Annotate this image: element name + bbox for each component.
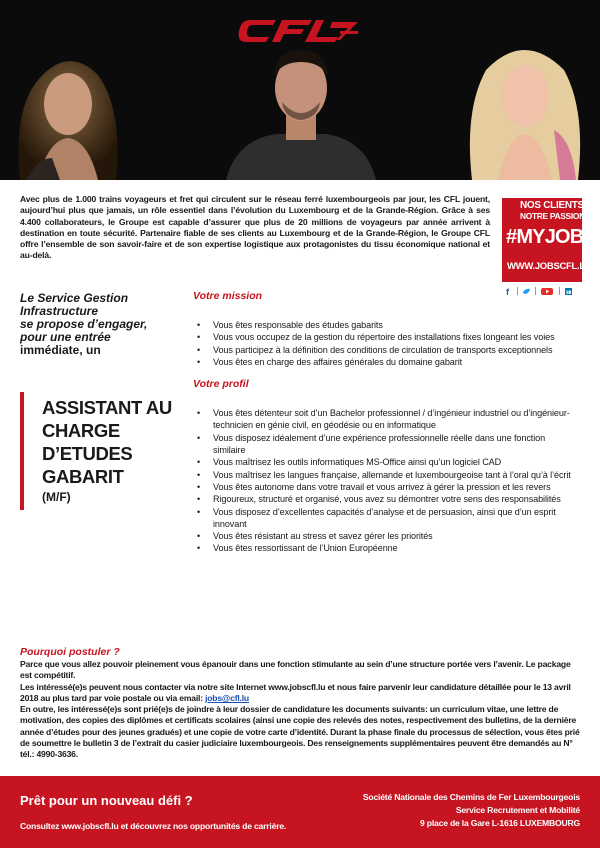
badge-hashtag: #MYJOB [506,226,584,248]
person-photo-right [464,30,586,180]
person-photo-center [226,30,376,180]
job-title-line: CHARGE [42,420,120,441]
mission-item: • Vous êtes en charge des affaires générales du domaine gabarit [193,356,573,368]
badge-line-1: NOS CLIENTS [520,200,584,211]
job-title-line: ASSISTANT AU [42,397,172,418]
job-title-line: GABARIT [42,466,124,487]
svg-text:f: f [506,287,509,296]
email-link[interactable]: jobs@cfl.lu [205,692,249,703]
address-line: Service Recrutement et Mobilité [455,804,580,815]
profile-item: • Rigoureux, structuré et organisé, vous avez su démontrer votre sens des responsabilités [193,493,573,505]
myjob-badge[interactable] [502,198,592,282]
job-title-gender: (M/F) [42,490,71,504]
address-line: Société Nationale des Chemins de Fer Luxembourgeois [362,792,580,802]
dept-line: Infrastructure [20,304,99,318]
profile-list [193,407,573,555]
mission-title: Votre mission [193,290,263,302]
why-apply-section [20,646,584,761]
badge-url[interactable]: WWW.JOBSCFL.LU [507,261,592,272]
profile-item: • Vous êtes ressortissant de l’Union Européenne [193,542,573,554]
job-title-line: D’ETUDES [42,443,133,464]
dept-line: pour une entrée [20,330,111,344]
badge-line-2: NOTRE PASSION [520,211,585,221]
person-photo-left [8,40,126,180]
why-paragraph-2-text: Les intéressé(e)s peuvent nous contacter via notre site Internet www.jobscfl.lu et nous faire parvenir leur candidature détaillée pour le 13 avril 2018 au plus tard par voie postale ou via email: [20,681,571,703]
mission-item: • Vous participez à la définition des conditions de circulation de transports exceptionnels [193,344,573,356]
profile-item: • Vous disposez idéalement d’une expérience professionnelle réelle dans une fonction similaire [193,432,573,457]
why-title: Pourquoi postuler ? [20,646,120,658]
profile-item: • Vous êtes autonome dans votre travail et vous arrivez à gérer la pression et les revers [193,481,573,493]
profile-item: • Vous êtes détenteur soit d’un Bachelor professionnel / d’ingénieur industriel ou d’ingénieur-technicien en génie civil, en géodésie ou en informatique [193,407,573,432]
hero-banner [0,0,600,180]
footer-bar [0,776,600,848]
footer-ready-heading: Prêt pour un nouveau défi ? [20,793,193,808]
department-intro [20,292,180,357]
dept-line: immédiate, un [20,343,101,357]
profile-item: • Vous disposez d’excellentes capacités d’analyse et de persuasion, ainsi que d’un esprit innovant [193,506,573,531]
footer-address [363,791,580,829]
profile-item: • Vous êtes résistant au stress et savez gérer les priorités [193,530,573,542]
mission-item: • Vous êtes responsable des études gabarits [193,319,573,331]
dept-line: se propose d’engager, [20,317,148,331]
address-line: 9 place de la Gare L-1616 LUXEMBOURG [420,817,580,828]
intro-paragraph: Avec plus de 1.000 trains voyageurs et fret qui circulent sur le réseau ferré luxembourgeois par jour, les CFL jouent, aujourd’hui plus que jamais, un rôle essentiel dans l’évolution du Luxembourg et de la Grande-Région. Grâce à ses 4.400 collaborateurs, le Groupe est capable d’assurer que plus de 20 millions de voyageurs par année arrivent à destination en toute sécurité. Partenaire fiable de ses clients au Luxembourg et de la Grande-Région, le Groupe CFL offre l’ensemble de son savoir-faire et de son expertise logistique aux protagonistes du tissu économique national et au-delà. [20,194,490,261]
footer-consult-text: Consultez www.jobscfl.lu et découvrez nos opportunités de carrière. [20,821,287,831]
job-title-block [20,392,180,510]
profile-item: • Vous maîtrisez les langues française, allemande et luxembourgeoise tant à l’oral qu’à l’écrit [193,469,573,481]
mission-item: • Vous vous occupez de la gestion du répertoire des installations fixes longeant les voies [193,331,573,343]
profile-item: • Vous maîtrisez les outils informatiques MS-Office ainsi qu’un logiciel CAD [193,456,573,468]
job-details [193,290,573,555]
why-paragraph-2 [20,682,584,705]
profile-title: Votre profil [193,378,249,391]
why-paragraph-1: Parce que vous allez pouvoir pleinement vous épanouir dans une fonction stimulante au sein d’une structure portée vers l’avenir. Le package est compétitif. [20,659,571,681]
mission-list [193,319,573,368]
dept-line: Le Service Gestion [20,291,129,305]
why-paragraph-3: En outre, les intéressé(e)s sont prié(e)s de joindre à leur dossier de candidature les documents suivants: un curriculum vitae, une lettre de motivation, des copies des diplômes et certificats scolaires (ainsi une copie des relevés des notes, respectivement des bulletins, de la dernière année d’études pour des jeunes gradués) et une copie de votre carte d’identité. Durant la phase finale du processus de sélection, vous êtes prié de soumettre le bulletin 3 de l’extrait du casier judiciaire luxembourgeois. Des renseignements supplémentaires peuvent être demandés au N° tél.: 4990-3636. [20,704,580,760]
